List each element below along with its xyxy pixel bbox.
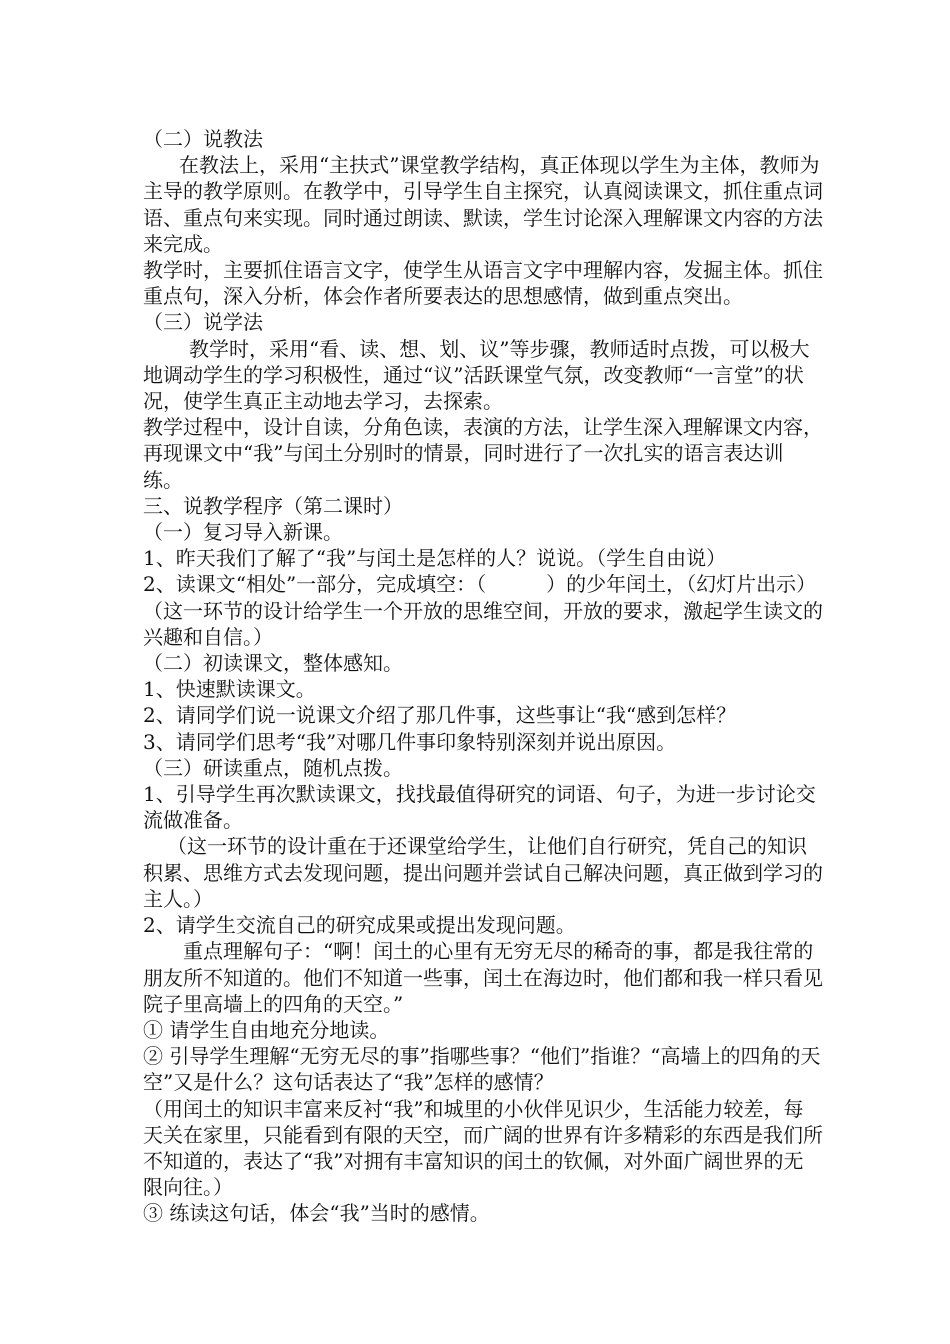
numbered-step: ③ 练读这句话，体会“我”当时的感情。: [143, 1201, 490, 1226]
key-sentence: 重点理解句子：“啊！闰土的心里有无穷无尽的稀奇的事，都是我往常的朋友所不知道的。他们不知道一些事，闰土在海边时，他们都和我一样只看见院子里高墙上的四角的天空。”: [143, 939, 823, 1016]
paragraph-note: （这一环节的设计重在于还课堂给学生，让他们自行研究，凭自己的知识积累、思维方式去发现问题，提出问题并尝试自己解决问题，真正做到学习的主人。）: [143, 834, 823, 911]
paragraph-note: （这一环节的设计给学生一个开放的思维空间，开放的要求，激起学生读文的兴趣和自信。）: [143, 598, 823, 649]
subsection-heading: （一）复习导入新课。: [143, 520, 343, 545]
list-item: 2、读课文“相处”一部分，完成填空：（ ）的少年闰土，（幻灯片出示）: [143, 572, 817, 597]
paragraph-note: （用闰土的知识丰富来反衬“我”和城里的小伙伴见识少，生活能力较差，每天关在家里，只能看到有限的天空，而广阔的世界有许多精彩的东西是我们所不知道的，表达了“我”对拥有丰富知识的闰土的钦佩，对外面广阔世界的无限向往。）: [143, 1096, 823, 1200]
paragraph: 教学时，主要抓住语言文字，使学生从语言文字中理解内容，发掘主体。抓住重点句，深入分析，体会作者所要表达的思想感情，做到重点突出。: [143, 258, 823, 309]
subsection-heading: （三）研读重点，随机点拨。: [143, 755, 403, 780]
paragraph: 教学时，采用“看、读、想、划、议”等步骤，教师适时点拨，可以极大地调动学生的学习积极性，通过“议”活跃课堂气氛，改变教师“一言堂”的状况，使学生真正主动地去学习，去探索。: [143, 336, 810, 414]
list-item: 2、请同学们说一说课文介绍了那几件事，这些事让“我“感到怎样？: [143, 703, 737, 728]
subsection-heading: （二）初读课文，整体感知。: [143, 651, 403, 676]
list-item: 1、快速默读课文。: [143, 677, 316, 702]
section-heading-learning-method: （三）说学法: [143, 310, 263, 335]
section-heading-teaching-method: （二）说教法: [143, 127, 263, 151]
list-item: 1、引导学生再次默读课文，找找最值得研究的词语、句子，为进一步讨论交流做准备。: [143, 782, 816, 833]
numbered-step: ① 请学生自由地充分地读。: [143, 1017, 390, 1042]
paragraph: 在教法上，采用“主扶式”课堂教学结构，真正体现以学生为主体，教师为主导的教学原则。在教学中，引导学生自主探究，认真阅读课文，抓住重点词语、重点句来实现。同时通过朗读、默读，学生讨论深入理解课文内容的方法来完成。: [143, 153, 823, 256]
section-heading-procedure: 三、说教学程序（第二课时）: [143, 493, 403, 518]
list-item: 3、请同学们思考“我”对哪几件事印象特别深刻并说出原因。: [143, 729, 677, 754]
paragraph: 教学过程中，设计自读，分角色读，表演的方法，让学生深入理解课文内容，再现课文中“我”与闰土分别时的情景，同时进行了一次扎实的语言表达训练。: [143, 415, 823, 492]
document-page: [143, 126, 823, 1227]
list-item: 1、昨天我们了解了“我”与闰土是怎样的人？说说。（学生自由说）: [143, 546, 727, 571]
numbered-step: ② 引导学生理解“无穷无尽的事”指哪些事？“他们”指谁？“高墙上的四角的天空”又是什么？这句话表达了“我”怎样的感情？: [143, 1044, 821, 1095]
list-item: 2、请学生交流自己的研究成果或提出发现问题。: [143, 913, 576, 938]
